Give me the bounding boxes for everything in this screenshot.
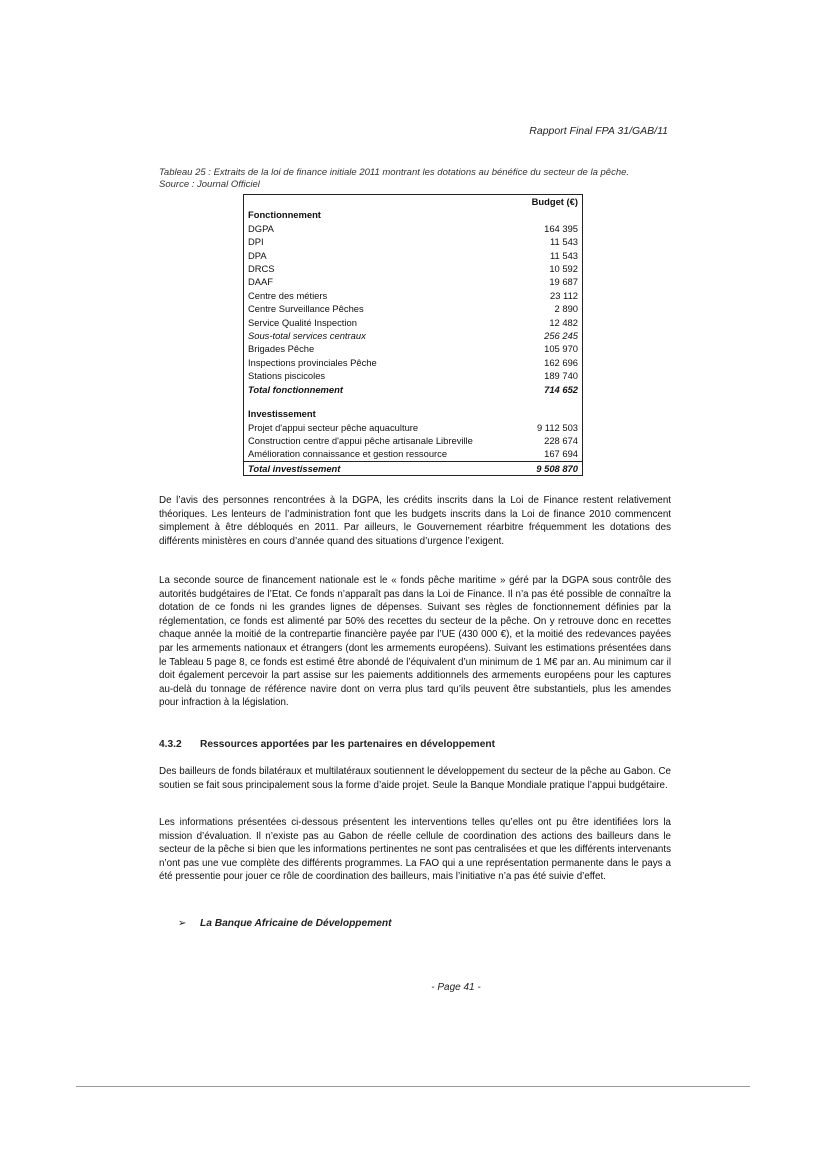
table-row bbox=[244, 222, 583, 235]
table-row bbox=[244, 407, 583, 420]
table-cell-value: 9 112 503 bbox=[536, 421, 578, 433]
body-paragraph: La seconde source de financement nationale est le « fonds pêche maritime » géré par la DGPA sous contrôle des autorités budgétaires de l’Etat. Ce fonds n’apparaît pas dans la Loi de Finance. Il n’a pas été possible de connaître la dotation de ce fonds ni les grandes lignes de dépenses. Suivant ses règles de fonctionnement définies par la réglementation, ce fonds est alimenté par 50% des recettes du secteur de la pêche. On y retrouve donc en recettes chaque année la moitié de la contrepartie financière payée par l’UE (430 000 €), et la moitié des redevances payées par les armements nationaux et étrangers (dont les armements européens). Suivant les estimations présentées dans le Tableau 5 page 8, ce fonds est estimé être abondé de l’équivalent d’un minimum de 1 M€ par an. Au minimum car il doit également percevoir la part assise sur les paiements additionnels des armements européens pour les captures au-delà du tonnage de référence navire dont on verra plus tard qu’ils peuvent être substantiels, plus les amendes pour infraction à la législation. bbox=[159, 575, 671, 709]
table-row bbox=[244, 342, 583, 355]
table-cell-label: Investissement bbox=[248, 408, 316, 420]
body-paragraph: De l’avis des personnes rencontrées à la DGPA, les crédits inscrits dans la Loi de Finance restent relativement théoriques. Les lenteurs de l’administration font que les budgets inscrits dans la Loi de finance 2010 commencent simplement à être débloqués en 2011. Par ailleurs, le Gouvernement réarbitre fréquemment les dotations des différents ministères en cours d’année quand des situations d’urgence l’exigent. bbox=[159, 495, 671, 547]
table-cell-label: Total fonctionnement bbox=[248, 383, 343, 395]
table-row bbox=[244, 262, 583, 275]
table-cell-value: 164 395 bbox=[544, 222, 578, 234]
table-cell-label: Construction centre d'appui pêche artisanale Libreville bbox=[248, 434, 473, 446]
table-cell-value: 2 890 bbox=[554, 303, 578, 315]
table-cell-value: 167 694 bbox=[544, 448, 578, 460]
table-row bbox=[244, 316, 583, 329]
table-row bbox=[244, 447, 583, 461]
caption-line-2: Source : Journal Officiel bbox=[159, 178, 260, 190]
table-cell-label: Sous-total services centraux bbox=[248, 330, 366, 342]
table-cell-label: Centre Surveillance Pêches bbox=[248, 303, 364, 315]
table-header-row bbox=[244, 195, 583, 209]
table-cell-label: Stations piscicoles bbox=[248, 370, 326, 382]
section-title: Ressources apportées par les partenaires en développement bbox=[200, 739, 495, 750]
table-cell-value: 228 674 bbox=[544, 434, 578, 446]
bullet-heading bbox=[178, 918, 392, 929]
table-cell-value: 11 543 bbox=[550, 236, 578, 248]
table-cell-label: Projet d'appui secteur pêche aquaculture bbox=[248, 421, 419, 433]
table-cell-value: 105 970 bbox=[544, 343, 578, 355]
table-cell-label: DPA bbox=[248, 249, 267, 261]
table-cell-value: 714 652 bbox=[544, 383, 578, 395]
arrow-bullet-icon: ➢ bbox=[178, 918, 187, 929]
table-cell-value: 9 508 870 bbox=[518, 461, 583, 475]
table-cell-value: 256 245 bbox=[544, 330, 578, 342]
section-heading bbox=[159, 739, 495, 750]
table-cell-value: 23 112 bbox=[550, 289, 578, 301]
table-cell-value bbox=[518, 407, 583, 420]
report-header: Rapport Final FPA 31/GAB/11 bbox=[529, 125, 668, 137]
table-spacer-row bbox=[244, 396, 583, 407]
table-cell-value: 11 543 bbox=[550, 249, 578, 261]
table-cell-label: Centre des métiers bbox=[248, 289, 328, 301]
table-cell-label: Total investissement bbox=[244, 461, 518, 475]
table-cell-value: 12 482 bbox=[549, 316, 578, 328]
section-number: 4.3.2 bbox=[159, 739, 182, 750]
table-row bbox=[244, 369, 583, 382]
table-cell-label: Brigades Pêche bbox=[248, 343, 315, 355]
table-cell-value: 10 592 bbox=[549, 263, 578, 275]
table-row bbox=[244, 434, 583, 447]
body-paragraph: Des bailleurs de fonds bilatéraux et multilatéraux soutiennent le développement du secteur de la pêche au Gabon. Ce soutien se fait sous principalement sous la forme d’aide projet. Seule la Banque Mondiale pratique l’appui budgétaire. bbox=[159, 766, 671, 791]
table-row bbox=[244, 356, 583, 369]
table-row-total bbox=[244, 383, 583, 396]
table-row bbox=[244, 421, 583, 434]
table-cell-value: 162 696 bbox=[544, 356, 578, 368]
page-number: - Page 41 - bbox=[431, 982, 481, 993]
table-row bbox=[244, 289, 583, 302]
table-cell-label: DPI bbox=[248, 236, 264, 248]
table-cell-label: DRCS bbox=[248, 263, 275, 275]
table-cell-label: Inspections provinciales Pêche bbox=[248, 356, 377, 368]
table-row-subtotal bbox=[244, 329, 583, 342]
table-caption bbox=[159, 167, 671, 190]
table-cell-value: 189 740 bbox=[544, 370, 578, 382]
table-cell-label: Fonctionnement bbox=[248, 209, 321, 221]
table-row bbox=[244, 208, 583, 221]
caption-line-1: Tableau 25 : Extraits de la loi de finance initiale 2011 montrant les dotations au bénéfice du secteur de la pêche. bbox=[159, 167, 630, 178]
footer-divider bbox=[76, 1086, 750, 1087]
budget-table bbox=[243, 194, 583, 476]
table-row-total bbox=[244, 461, 583, 475]
bullet-text: La Banque Africaine de Développement bbox=[200, 918, 392, 929]
table-row bbox=[244, 275, 583, 288]
table-cell-label: Service Qualité Inspection bbox=[248, 316, 357, 328]
table-cell-label: Amélioration connaissance et gestion ressource bbox=[248, 448, 448, 460]
table-cell-value: 19 687 bbox=[549, 276, 578, 288]
table-cell-value bbox=[518, 208, 583, 221]
table-cell-label: DGPA bbox=[248, 222, 274, 234]
table-cell-label: DAAF bbox=[248, 276, 274, 288]
table-row bbox=[244, 302, 583, 315]
table-header-budget: Budget (€) bbox=[531, 196, 578, 207]
table-row bbox=[244, 235, 583, 248]
body-paragraph: Les informations présentées ci-dessous présentent les interventions telles qu’elles ont pu être identifiées lors la mission d’évaluation. Il n’existe pas au Gabon de réelle cellule de coordination des actions des bailleurs dans le secteur de la pêche si bien que les informations pertinentes ne sont pas centralisées et que les différents intervenants n’ont pas une vue complète des différents programmes. La FAO qui a une représentation permanente dans le pays a été pressentie pour jouer ce rôle de coordination des bailleurs, mais l’initiative n’a pas été suivie d’effet. bbox=[159, 817, 671, 883]
table-header-blank bbox=[244, 195, 518, 209]
table-row bbox=[244, 249, 583, 262]
